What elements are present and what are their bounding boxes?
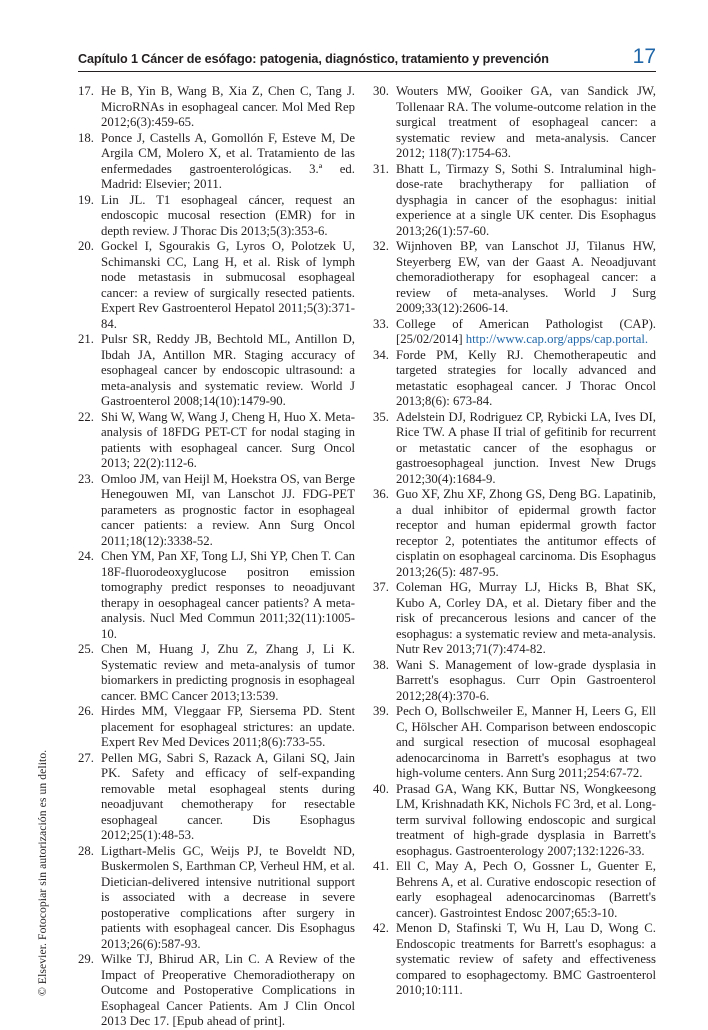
- copyright-notice: © Elsevier. Fotocopiar sin autorización es un delito.: [36, 749, 49, 996]
- reference-number: 37.: [373, 580, 389, 594]
- reference-number: 32.: [373, 239, 389, 253]
- reference-item: [78, 332, 355, 410]
- reference-link[interactable]: http://www.cap.org/apps/cap.portal.: [465, 332, 649, 346]
- chapter-title: Capítulo 1 Cáncer de esófago: patogenia, diagnóstico, tratamiento y prevención: [78, 52, 549, 66]
- reference-text: Chen M, Huang J, Zhu Z, Zhang J, Li K. Systematic review and meta-analysis of tumor biomarkers in predicting prognosis in esophageal cancer. BMC Cancer 2013;13:539.: [101, 642, 355, 703]
- reference-item: [78, 239, 355, 332]
- reference-item: [78, 472, 355, 550]
- reference-item: [78, 704, 355, 751]
- reference-item: [373, 782, 656, 860]
- reference-number: 20.: [78, 239, 94, 253]
- reference-number: 23.: [78, 471, 94, 486]
- reference-text: Ligthart-Melis GC, Weijs PJ, te Boveldt ND, Buskermolen S, Earthman CP, Verheul HM, et al. Dietician-delivered intensive nutritional support is associated with a decrease in severe postoperative complications after surgery in patients with esophageal cancer. Dis Esophagus 2013;26(6):587-93.: [101, 843, 355, 951]
- reference-text: Pellen MG, Sabri S, Razack A, Gilani SQ, Jain PK. Safety and efficacy of self-expanding removable metal esophageal stents during neoadjuvant chemotherapy for resectable esophageal cancer. Dis Esophagus 2012;25(1):48-53.: [101, 750, 355, 842]
- reference-number: 18.: [78, 130, 94, 145]
- references-right-column: [373, 84, 656, 999]
- reference-text: Wani S. Management of low-grade dysplasia in Barrett's esophagus. Curr Opin Gastroenterol 2012;28(4):370-6.: [396, 657, 656, 703]
- reference-text: Forde PM, Kelly RJ. Chemotherapeutic and targeted strategies for locally advanced and metastatic esophageal cancer. J Thorac Oncol 2013;8(6): 673-84.: [396, 347, 656, 408]
- reference-text: Wijnhoven BP, van Lanschot JJ, Tilanus HW, Steyerberg EW, van der Gaast A. Neoadjuvant chemoradiotherapy for esophageal cancer: a review of meta-analyses. World J Surg 2009;33(12):2606-14.: [396, 239, 656, 315]
- reference-item: [373, 580, 656, 658]
- reference-text: Wilke TJ, Bhirud AR, Lin C. A Review of the Impact of Preoperative Chemoradiotherapy on Outcome and Postoperative Complications in Esophageal Cancer Patients. Am J Clin Oncol 2013 Dec 17. [Epub ahead of print].: [101, 952, 355, 1028]
- reference-text: Chen YM, Pan XF, Tong LJ, Shi YP, Chen T. Can 18F-fluorodeoxyglucose positron emission tomography predict responses to neoadjuvant therapy in oesophageal cancer patients? A meta-analysis. Nucl Med Commun 2011;32(11):1005-10.: [101, 549, 355, 641]
- reference-item: [78, 193, 355, 240]
- reference-text: Gockel I, Sgourakis G, Lyros O, Polotzek U, Schimanski CC, Lang H, et al. Risk of lymph node metastasis in submucosal esophageal cancer: a review of surgically resected patients. Expert Rev Gastroenterol Hepatol 2011;5(3):371-84.: [101, 239, 355, 331]
- reference-number: 40.: [373, 781, 389, 796]
- reference-text: Wouters MW, Gooiker GA, van Sandick JW, Tollenaar RA. The volume-outcome relation in the surgical treatment of esophageal cancer: a systematic review and meta-analysis. Cancer 2012; 118(7):1754-63.: [396, 84, 656, 160]
- reference-item: [78, 131, 355, 193]
- reference-number: 34.: [373, 347, 389, 362]
- reference-number: 19.: [78, 192, 94, 207]
- reference-item: [78, 844, 355, 953]
- reference-number: 24.: [78, 549, 94, 563]
- reference-number: 27.: [78, 750, 94, 765]
- reference-text: Ell C, May A, Pech O, Gossner L, Guenter E, Behrens A, et al. Curative endoscopic resection of early esophageal adenocarcinomas (Barrett's cancer). Gastrointest Endosc 2007;65:3-10.: [396, 859, 656, 920]
- reference-text: Pech O, Bollschweiler E, Manner H, Leers G, Ell C, Hölscher AH. Comparison between endoscopic and surgical resection of mucosal esophageal adenocarcinoma in Barrett's esophagus at two high-volume centers. Ann Surg 2011;254:67-72.: [396, 704, 656, 780]
- reference-item: [78, 751, 355, 844]
- reference-text: Adelstein DJ, Rodriguez CP, Rybicki LA, Ives DI, Rice TW. A phase II trial of gefitinib for recurrent or metastatic cancer of the esophagus or gastroesophageal junction. Invest New Drugs 2012;30(4):1684-9.: [396, 409, 656, 486]
- reference-text: Omloo JM, van Heijl M, Hoekstra OS, van Berge Henegouwen MI, van Lanschot JJ. FDG-PET parameters as prognostic factor in esophageal cancer patients: a review. Ann Surg Oncol 2011;18(12):3338-52.: [101, 471, 355, 548]
- reference-item: [373, 921, 656, 999]
- reference-text: Menon D, Stafinski T, Wu H, Lau D, Wong C. Endoscopic treatments for Barrett's esophagus: a systematic review of safety and effectiveness compared to esophagectomy. BMC Gastroenterol 2010;10:111.: [396, 921, 656, 997]
- page-header: [78, 41, 656, 72]
- reference-text: Shi W, Wang W, Wang J, Cheng H, Huo X. Meta-analysis of 18FDG PET-CT for nodal staging in patients with esophageal cancer. Surg Oncol 2013; 22(2):112-6.: [101, 409, 355, 470]
- references-left-column: [78, 84, 355, 1030]
- reference-item: [373, 487, 656, 580]
- reference-number: 42.: [373, 921, 389, 935]
- reference-item: [373, 239, 656, 317]
- reference-number: 35.: [373, 409, 389, 424]
- reference-number: 17.: [78, 84, 94, 98]
- page-number: 17: [632, 45, 656, 68]
- reference-text: Prasad GA, Wang KK, Buttar NS, Wongkeesong LM, Krishnadath KK, Nichols FC 3rd, et al. Long-term survival following endoscopic and surgical treatment of high-grade dysplasia in Barrett's esophagus. Gastroenterology 2007;132:1226-33.: [396, 781, 656, 858]
- reference-number: 41.: [373, 859, 389, 873]
- reference-item: [373, 84, 656, 162]
- reference-item: [78, 84, 355, 131]
- reference-text: Bhatt L, Tirmazy S, Sothi S. Intraluminal high-dose-rate brachytherapy for palliation of dysphagia in cancer of the esophagus: initial experience at a single UK center. Dis Esophagus 2013;26(1):57-60.: [396, 161, 656, 238]
- reference-number: 33.: [373, 316, 389, 331]
- reference-item: [78, 410, 355, 472]
- reference-item: [373, 162, 656, 240]
- reference-number: 29.: [78, 952, 94, 966]
- reference-item: [78, 952, 355, 1030]
- reference-text: Hirdes MM, Vleggaar FP, Siersema PD. Stent placement for esophageal strictures: an update. Expert Rev Med Devices 2011;8(6):733-55.: [101, 704, 355, 749]
- reference-number: 26.: [78, 704, 94, 718]
- reference-item: [373, 348, 656, 410]
- reference-text: College of American Pathologist (CAP). [25/02/2014]: [396, 316, 656, 346]
- reference-item: [373, 410, 656, 488]
- reference-number: 36.: [373, 487, 389, 501]
- reference-text: Lin JL. T1 esophageal cáncer, request an endoscopic mucosal resection (EMR) for in depth review. J Thorac Dis 2013;5(3):353-6.: [101, 192, 355, 238]
- reference-item: [373, 317, 656, 348]
- reference-text: Guo XF, Zhu XF, Zhong GS, Deng BG. Lapatinib, a dual inhibitor of epidermal growth factor receptor and human epidermal growth factor receptor 2, potentiates the antitumor effects of cisplatin on esophageal carcinoma. Dis Esophagus 2013;26(5): 487-95.: [396, 487, 656, 579]
- reference-number: 25.: [78, 642, 94, 656]
- reference-text: Ponce J, Castells A, Gomollón F, Esteve M, De Argila CM, Molero X, et al. Tratamiento de las enfermedades gastroenterológicas. 3.ª ed. Madrid: Elsevier; 2011.: [101, 130, 355, 191]
- reference-text: Pulsr SR, Reddy JB, Bechtold ML, Antillon D, Ibdah JA, Antillon MR. Staging accuracy of esophageal cancer by endoscopic ultrasound: a meta-analysis and systematic review. World J Gastroenterol 2008;14(10):1479-90.: [101, 332, 355, 408]
- reference-number: 39.: [373, 704, 389, 718]
- reference-number: 21.: [78, 332, 94, 346]
- reference-item: [78, 549, 355, 642]
- reference-number: 38.: [373, 657, 389, 672]
- reference-item: [373, 859, 656, 921]
- reference-item: [373, 704, 656, 782]
- reference-number: 30.: [373, 84, 389, 98]
- reference-item: [373, 658, 656, 705]
- reference-text: He B, Yin B, Wang B, Xia Z, Chen C, Tang J. MicroRNAs in esophageal cancer. Mol Med Rep 2012;6(3):459-65.: [101, 84, 355, 129]
- reference-text: Coleman HG, Murray LJ, Hicks B, Bhat SK, Kubo A, Corley DA, et al. Dietary fiber and the risk of precancerous lesions and cancer of the esophagus: a systematic review and meta-analysis. Nutr Rev 2013;71(7):474-82.: [396, 580, 656, 656]
- reference-number: 28.: [78, 843, 94, 858]
- reference-number: 22.: [78, 409, 94, 424]
- reference-item: [78, 642, 355, 704]
- reference-number: 31.: [373, 161, 389, 176]
